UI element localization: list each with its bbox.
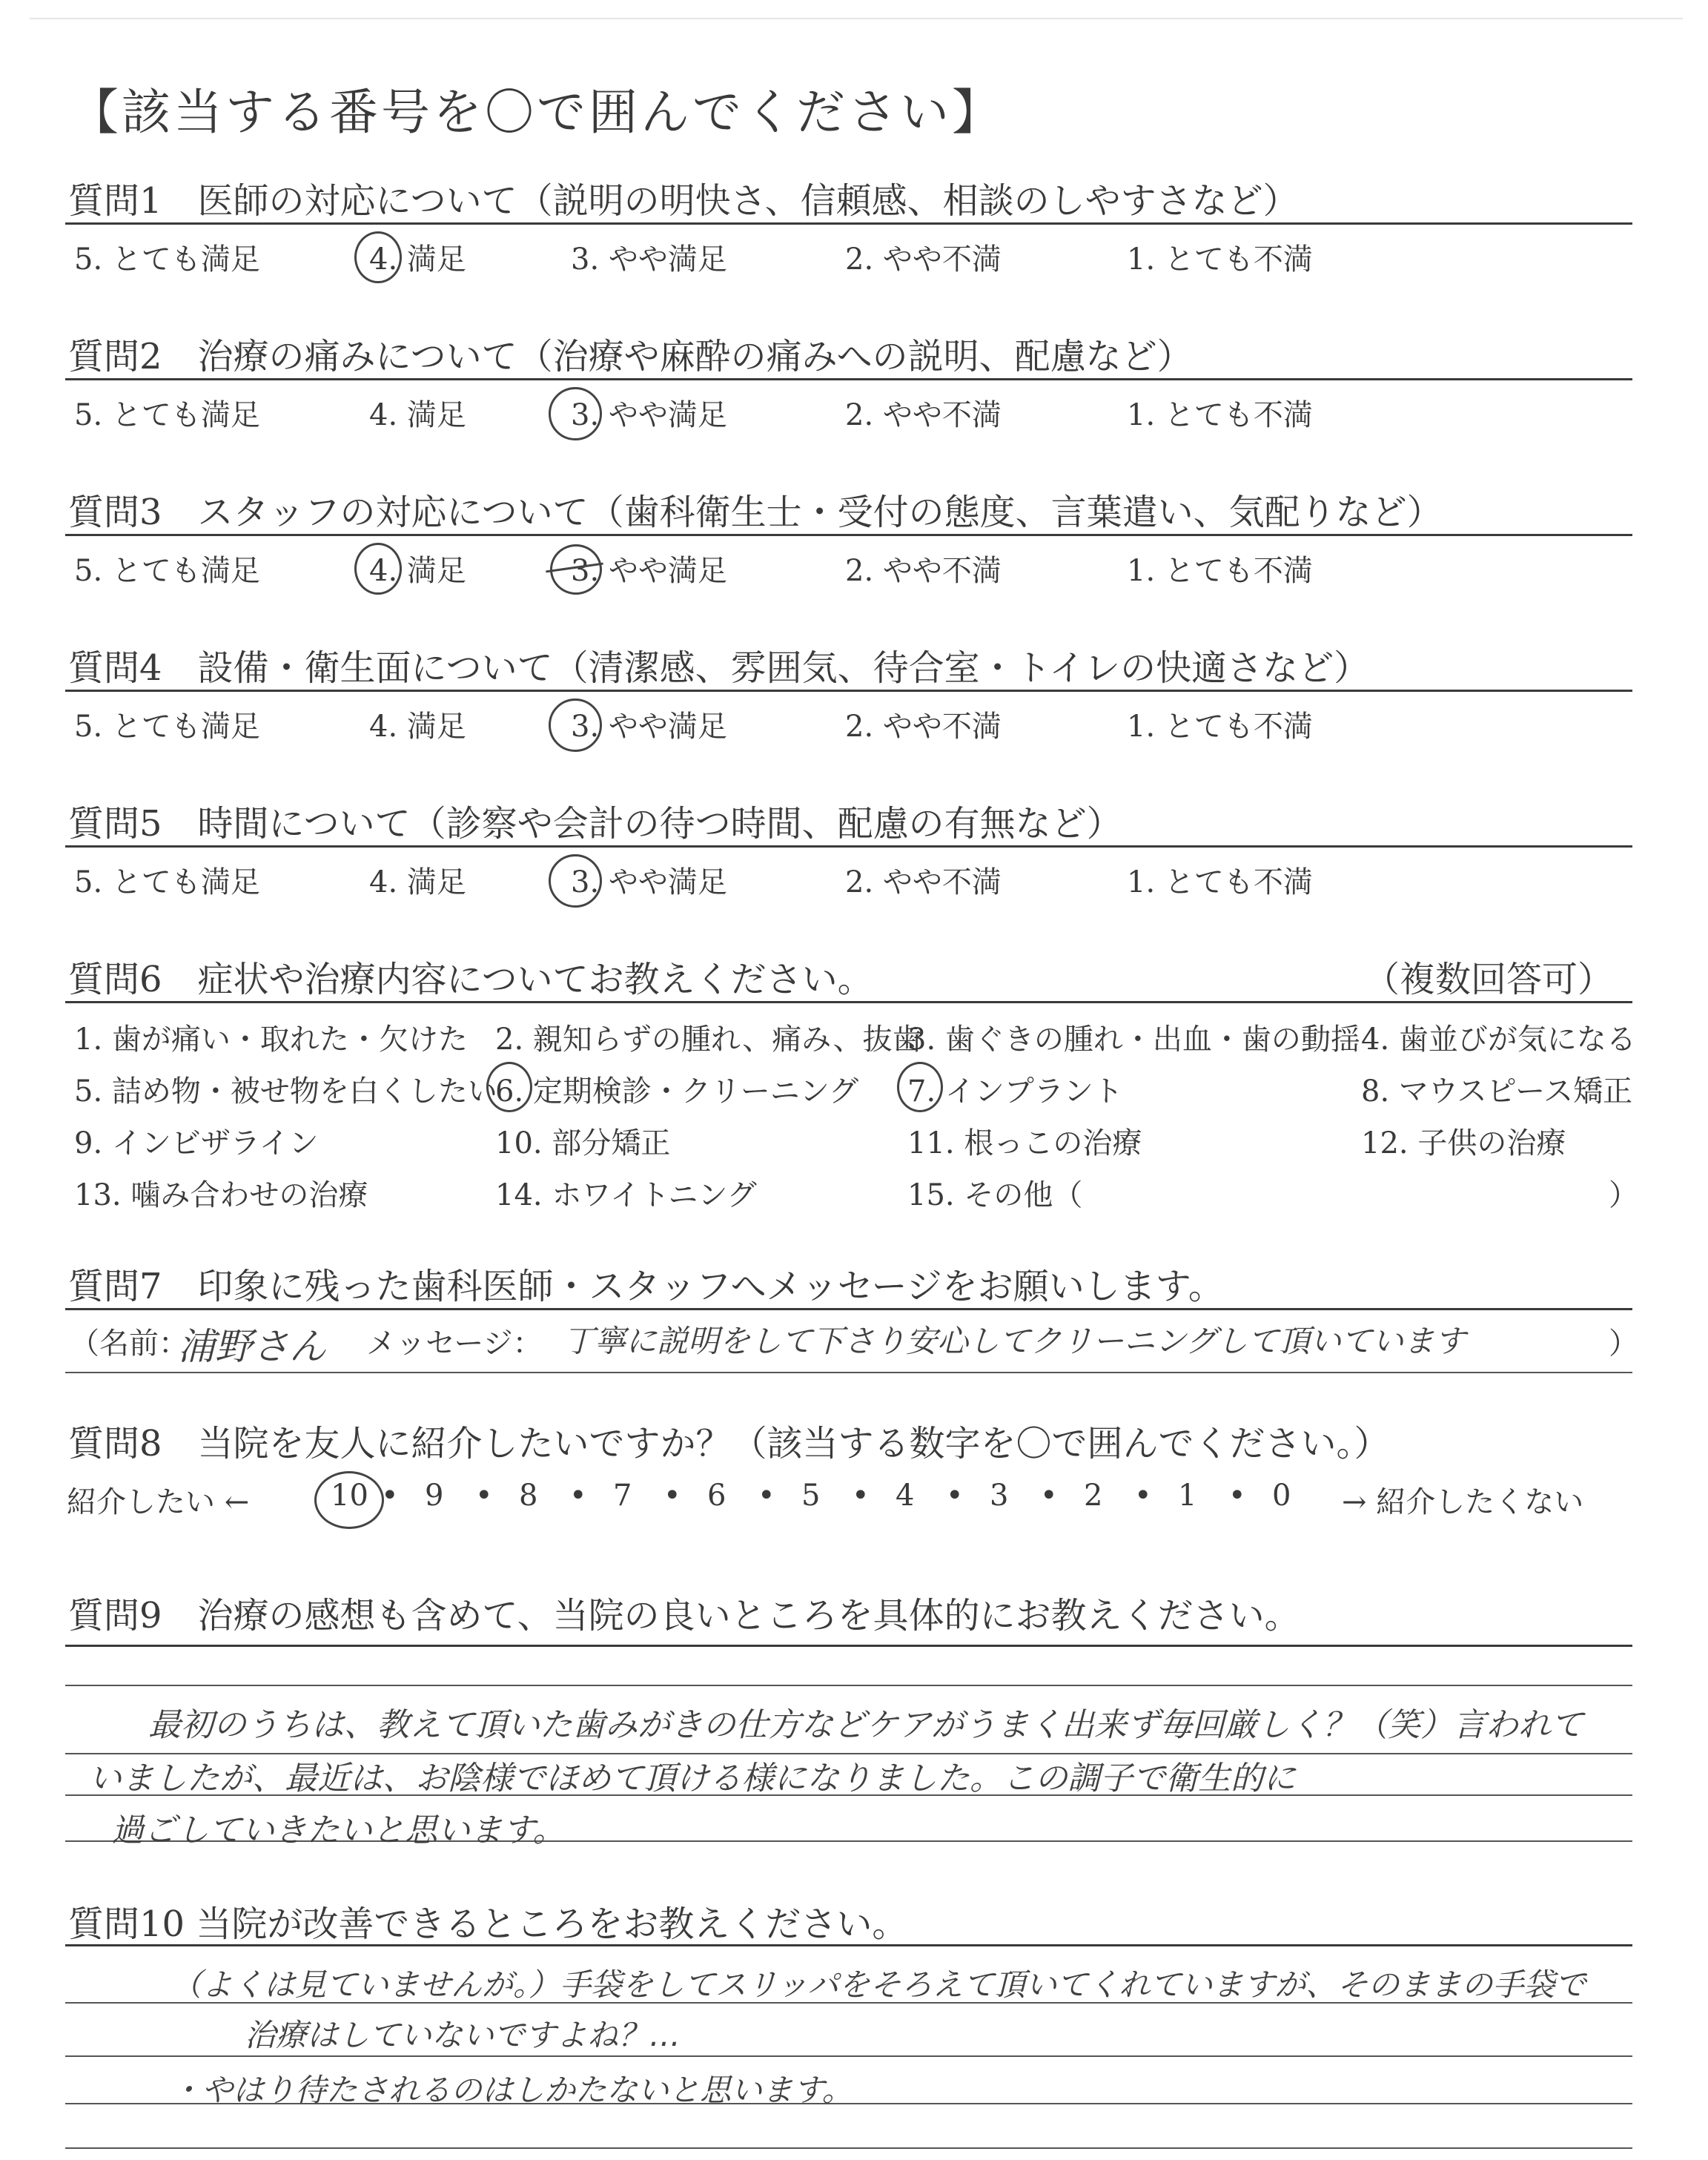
q5-selected-circle — [549, 854, 602, 908]
q10-answer-line-3[interactable]: ・やはり待たされるのはしかたないと思います。 — [171, 2072, 853, 2108]
q4-option-3[interactable]: 3. やや満足 — [571, 710, 727, 744]
q2-rule — [65, 378, 1632, 380]
q9-answer-line-2[interactable]: いましたが、最近は、お陰様でほめて頂ける様になりました。この調子で衛生的に — [89, 1760, 1296, 1797]
q8-scale-number[interactable]: 9 — [425, 1479, 444, 1513]
q6-heading: 質問6 症状や治療内容についてお教えください。 — [68, 959, 873, 1000]
q4-option-4[interactable]: 4. 満足 — [369, 710, 466, 744]
q6-option-15[interactable]: 15. その他（ — [907, 1178, 1083, 1212]
q6-option-1[interactable]: 1. 歯が痛い・取れた・欠けた — [74, 1023, 468, 1057]
q10-answer-line-1[interactable]: （よくは見ていませんが。）手袋をしてスリッパをそろえて頂いてくれていますが、そのままの手袋で — [171, 1966, 1586, 2003]
q10-heading: 質問10 当院が改善できるところをお教えください。 — [68, 1903, 908, 1945]
q6-multi-note: （複数回答可） — [1364, 959, 1614, 1000]
q5-heading: 質問5 時間について（診察や会計の待つ時間、配慮の有無など） — [68, 803, 1122, 845]
q1-heading: 質問1 医師の対応について（説明の明快さ、信頼感、相談のしやすさなど） — [68, 180, 1299, 222]
q6-option-12[interactable]: 12. 子供の治療 — [1361, 1126, 1566, 1160]
q3-option-5[interactable]: 5. とても満足 — [74, 554, 260, 588]
q6-option-8[interactable]: 8. マウスピース矯正 — [1361, 1074, 1633, 1109]
q1-option-4[interactable]: 4. 満足 — [369, 242, 466, 277]
q10-answer-line-2[interactable]: 治療はしていないですよね？… — [245, 2017, 681, 2053]
q3-option-3[interactable]: 3. やや満足 — [571, 554, 727, 588]
q3-option-2[interactable]: 2. やや不満 — [845, 554, 1002, 588]
q3-rule — [65, 534, 1632, 536]
q8-scale-number[interactable]: 0 — [1272, 1479, 1291, 1513]
q8-scale-number[interactable]: 5 — [801, 1479, 821, 1513]
q8-scale-separator: • — [1134, 1479, 1152, 1513]
q6-rule — [65, 1001, 1632, 1003]
q8-right-label: → 紹介したくない — [1342, 1485, 1584, 1519]
q10-writing-line-2 — [65, 2055, 1632, 2057]
q6-option-9[interactable]: 9. インビザライン — [74, 1126, 319, 1160]
q3-selected-circle — [354, 543, 402, 595]
q8-scale-number[interactable]: 6 — [707, 1479, 726, 1513]
q8-heading: 質問8 当院を友人に紹介したいですか？（該当する数字を〇で囲んでください。） — [68, 1423, 1390, 1464]
q8-scale-separator: • — [1228, 1479, 1246, 1513]
q8-scale-number[interactable]: 3 — [990, 1479, 1009, 1513]
q6-option-5[interactable]: 5. 詰め物・被せ物を白くしたい — [74, 1074, 497, 1109]
q7-underline — [65, 1372, 1632, 1373]
q7-rule — [65, 1308, 1632, 1310]
q3-option-4[interactable]: 4. 満足 — [369, 554, 466, 588]
q7-message-value[interactable]: 丁寧に説明をして下さり安心してクリーニングして頂いています — [563, 1323, 1466, 1359]
q8-scale-number[interactable]: 1 — [1178, 1479, 1197, 1513]
q6-selected-circle-6 — [486, 1062, 532, 1112]
q5-option-2[interactable]: 2. やや不満 — [845, 865, 1002, 899]
q8-scale-number[interactable]: 10 — [331, 1479, 368, 1513]
q9-heading: 質問9 治療の感想も含めて、当院の良いところを具体的にお教えください。 — [68, 1595, 1300, 1636]
q1-option-3[interactable]: 3. やや満足 — [571, 242, 727, 277]
q4-option-5[interactable]: 5. とても満足 — [74, 710, 260, 744]
q4-option-1[interactable]: 1. とても不満 — [1127, 710, 1313, 744]
q8-scale-separator: • — [758, 1479, 775, 1513]
q8-scale-number[interactable]: 8 — [519, 1479, 538, 1513]
q2-heading: 質問2 治療の痛みについて（治療や麻酔の痛みへの説明、配慮など） — [68, 336, 1193, 377]
q6-other-close: ） — [1609, 1178, 1638, 1212]
q4-selected-circle — [549, 698, 602, 752]
q8-scale-separator: • — [946, 1479, 964, 1513]
q2-selected-circle — [549, 387, 602, 440]
q2-option-1[interactable]: 1. とても不満 — [1127, 398, 1313, 432]
q1-option-5[interactable]: 5. とても満足 — [74, 242, 260, 277]
q6-option-4[interactable]: 4. 歯並びが気になる — [1361, 1023, 1636, 1057]
q4-heading: 質問4 設備・衛生面について（清潔感、雰囲気、待合室・トイレの快適さなど） — [68, 647, 1370, 689]
q6-option-6[interactable]: 6. 定期検診・クリーニング — [495, 1074, 859, 1109]
q5-rule — [65, 845, 1632, 848]
q7-name-value[interactable]: 浦野さん — [178, 1325, 326, 1368]
q7-message-label: メッセージ： — [366, 1327, 543, 1361]
q4-option-2[interactable]: 2. やや不満 — [845, 710, 1002, 744]
q5-option-4[interactable]: 4. 満足 — [369, 865, 466, 899]
q1-selected-circle — [354, 231, 402, 283]
q6-option-2[interactable]: 2. 親知らずの腫れ、痛み、抜歯 — [495, 1023, 922, 1057]
q2-option-4[interactable]: 4. 満足 — [369, 398, 466, 432]
q8-scale-separator: • — [1040, 1479, 1058, 1513]
q2-option-3[interactable]: 3. やや満足 — [571, 398, 727, 432]
q8-scale-separator: • — [381, 1479, 399, 1513]
q6-option-13[interactable]: 13. 噛み合わせの治療 — [74, 1178, 368, 1212]
q8-scale-number[interactable]: 2 — [1084, 1479, 1103, 1513]
q8-scale-separator: • — [852, 1479, 870, 1513]
q6-option-11[interactable]: 11. 根っこの治療 — [907, 1126, 1142, 1160]
q2-option-2[interactable]: 2. やや不満 — [845, 398, 1002, 432]
q1-rule — [65, 222, 1632, 225]
q6-selected-circle-7 — [897, 1062, 943, 1112]
q6-option-10[interactable]: 10. 部分矯正 — [495, 1126, 671, 1160]
q1-option-1[interactable]: 1. とても不満 — [1127, 242, 1313, 277]
q10-writing-line-4 — [65, 2147, 1632, 2149]
q7-close-paren: ） — [1609, 1327, 1638, 1361]
q2-option-5[interactable]: 5. とても満足 — [74, 398, 260, 432]
q7-name-label: （名前： — [70, 1327, 188, 1361]
q6-option-3[interactable]: 3. 歯ぐきの腫れ・出血・歯の動揺 — [907, 1023, 1360, 1057]
q5-option-1[interactable]: 1. とても不満 — [1127, 865, 1313, 899]
q9-answer-line-3[interactable]: 過ごしていきたいと思います。 — [111, 1811, 566, 1849]
q9-answer-line-1[interactable]: 最初のうちは、教えて頂いた歯みがきの仕方などケアがうまく出来ず毎回厳しく？（笑）言われて — [148, 1706, 1583, 1744]
q6-option-7[interactable]: 7. インプラント — [907, 1074, 1123, 1109]
q3-option-1[interactable]: 1. とても不満 — [1127, 554, 1313, 588]
q10-rule — [65, 1944, 1632, 1946]
top-edge — [30, 18, 1683, 19]
q7-heading: 質問7 印象に残った歯科医師・スタッフへメッセージをお願いします。 — [68, 1266, 1224, 1307]
q1-option-2[interactable]: 2. やや不満 — [845, 242, 1002, 277]
q8-left-label: 紹介したい ← — [67, 1485, 250, 1519]
q6-option-14[interactable]: 14. ホワイトニング — [495, 1178, 757, 1212]
q3-heading: 質問3 スタッフの対応について（歯科衛生士・受付の態度、言葉遣い、気配りなど） — [68, 492, 1443, 533]
q8-selected-circle — [314, 1471, 384, 1529]
q5-option-3[interactable]: 3. やや満足 — [571, 865, 727, 899]
q8-scale-number[interactable]: 7 — [613, 1479, 632, 1513]
q4-rule — [65, 690, 1632, 692]
q5-option-5[interactable]: 5. とても満足 — [74, 865, 260, 899]
page-title: 【該当する番号を〇で囲んでください】 — [70, 84, 1004, 141]
q9-writing-line-1 — [65, 1685, 1632, 1686]
q8-scale-separator: • — [569, 1479, 587, 1513]
q8-scale-separator: • — [663, 1479, 681, 1513]
q8-scale-separator: • — [475, 1479, 493, 1513]
q9-rule — [65, 1645, 1632, 1647]
q8-scale-number[interactable]: 4 — [896, 1479, 915, 1513]
